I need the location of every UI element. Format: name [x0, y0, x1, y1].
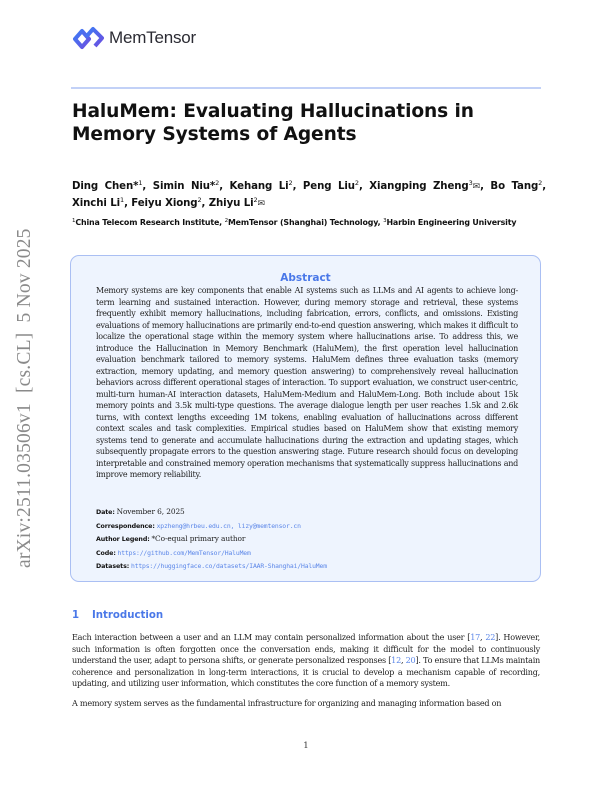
page-number: 1	[303, 741, 309, 751]
code-link[interactable]: https://github.com/MemTensor/HaluMem	[117, 548, 251, 557]
datasets-row	[96, 560, 526, 574]
correspondence-email-link[interactable]: xpzheng@hrbeu.edu.cn, lizy@memtensor.cn	[156, 521, 301, 530]
correspondence-row	[96, 520, 526, 534]
datasets-label: Datasets:	[96, 563, 130, 570]
memtensor-logo	[72, 26, 196, 50]
date-row	[96, 506, 526, 520]
date-value: November 6, 2025	[116, 507, 185, 516]
citation-link[interactable]: 12	[391, 655, 401, 666]
author-list: Ding Chen*$^1$, Simin Niu*$^2$, Kehang Li$^2$, Peng Liu$^2$, Xiangping Zheng$^3$✉, Bo Tang$^2$, Xinchi Li$^1$, Feiyu Xiong$^2$, Zhiyu Li$^2$✉	[72, 179, 546, 209]
arxiv-identifier-stamp: arXiv:2511.03506v1 [cs.CL] 5 Nov 2025	[14, 228, 35, 568]
citation-link[interactable]: 22	[485, 632, 496, 642]
introduction-body	[72, 632, 540, 718]
envelope-icon[interactable]: ✉	[472, 182, 481, 192]
section-heading-introduction	[72, 610, 163, 621]
section-title: Introduction	[92, 610, 164, 621]
date-label: Date:	[96, 509, 115, 516]
author: Simin Niu*$^2$	[152, 179, 220, 192]
affiliations: $^1$China Telecom Research Institute, $^2$MemTensor (Shanghai) Technology, $^3$Harbin Engineering University	[72, 218, 517, 227]
logo-text: MemTensor	[109, 28, 197, 47]
paragraph: Each interaction between a user and an LLM may contain personalized information about the user [17, 22]. However, such information is often forgotten once the conversation ends, making it difficult for the model to continuously understand the user, adapt to persona shifts, or generate personalized responses [12, 20]. To ensure that LLMs maintain coherence and personalization in long-term interactions, it is crucial to develop a mechanism capable of recording, updating, and utilizing user information, which constitutes the core function of a memory system.	[72, 632, 540, 689]
author-legend-row	[96, 533, 526, 547]
author: Zhiyu Li$^2$✉	[208, 195, 265, 209]
author: Xiangping Zheng$^3$✉	[369, 179, 481, 192]
affiliation: $^2$MemTensor (Shanghai) Technology	[224, 218, 378, 227]
envelope-icon[interactable]: ✉	[257, 198, 265, 209]
author: Xinchi Li$^1$	[72, 195, 125, 209]
affiliation: $^3$Harbin Engineering University	[383, 218, 517, 227]
abstract-box	[70, 255, 541, 582]
abstract-heading: Abstract	[280, 272, 331, 284]
paper-title: HaluMem: Evaluating Hallucinations in Memory Systems of Agents	[72, 101, 474, 145]
code-row	[96, 547, 526, 561]
paragraph: A memory system serves as the fundamental infrastructure for organizing and managing information based on	[72, 697, 502, 708]
abstract-text: Memory systems are key components that enable AI systems such as LLMs and AI agents to achieve long-term learning and sustained interaction. However, during memory storage and retrieval, these systems frequently exhibit memory hallucinations, including fabrication, errors, conflicts, and omissions. Existing evaluations of memory hallucinations are primarily end-to-end question answering, which makes it difficult to localize the operational stage within the memory system where hallucinations arise. To address this, we introduce the Hallucination in Memory Benchmark (HaluMem), the first operation level hallucination evaluation benchmark tailored to memory systems. HaluMem defines three evaluation tasks (memory extraction, memory updating, and memory question answering) to comprehensively reveal hallucination behaviors across different operational stages of interaction. To support evaluation, we construct user-centric, multi-turn human-AI interaction datasets, HaluMem-Medium and HaluMem-Long. Both include about 15k memory points and 3.5k multi-type questions. The average dialogue length per user reaches 1.5k and 2.6k turns, with context lengths exceeding 1M tokens, enabling evaluation of hallucinations across different context scales and task complexities. Empirical studies based on HaluMem show that existing memory systems tend to generate and accumulate hallucinations during the extraction and updating stages, which subsequently propagate errors to the question answering stage. Future research should focus on developing interpretable and constrained memory operation mechanisms that systematically suppress hallucinations and improve memory reliability.	[96, 286, 518, 479]
code-label: Code:	[96, 549, 116, 557]
author-legend-label: Author Legend:	[96, 536, 150, 543]
citation-link[interactable]: 20	[405, 655, 416, 666]
author: Bo Tang$^2$	[490, 179, 543, 192]
author: Kehang Li$^2$	[229, 179, 293, 192]
author: Feiyu Xiong$^2$	[131, 195, 202, 209]
section-number: 1	[72, 610, 80, 621]
author-legend-value: *Co-equal primary author	[151, 534, 246, 543]
memtensor-logo-icon	[72, 26, 106, 50]
header-divider	[71, 87, 541, 89]
affiliation: $^1$China Telecom Research Institute	[72, 218, 220, 227]
citation-link[interactable]: 17	[470, 632, 481, 642]
correspondence-label: Correspondence:	[96, 522, 155, 530]
author: Ding Chen*$^1$	[72, 179, 143, 192]
paper-metadata	[96, 506, 526, 574]
author: Peng Liu$^2$	[302, 179, 359, 192]
datasets-link[interactable]: https://huggingface.co/datasets/IAAR-Shanghai/HaluMem	[130, 562, 327, 570]
